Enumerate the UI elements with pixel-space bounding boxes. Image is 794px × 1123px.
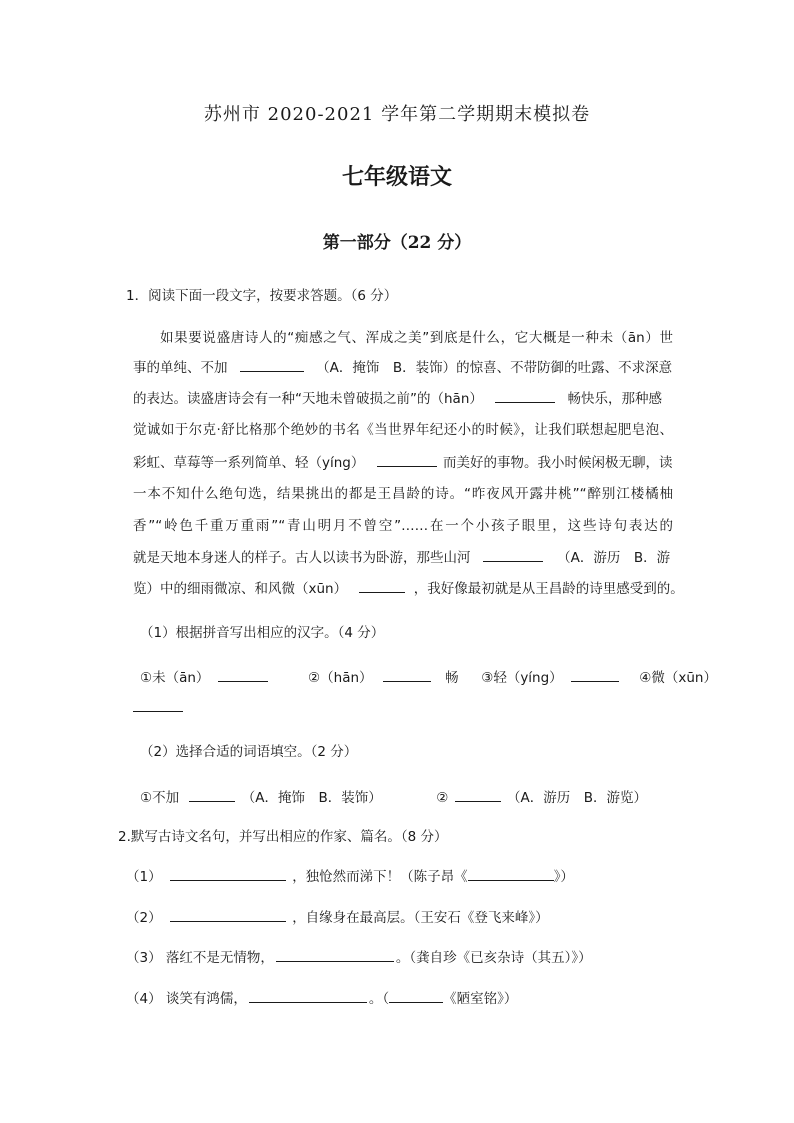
answer-blank-ying[interactable] [571, 667, 619, 682]
recitation-item-4: （4） 谈笑有鸿儒， 。（ 《陋室铭》） [126, 987, 517, 1007]
subject-title: 七年级语文 [341, 165, 452, 190]
answer-blank-choice-1[interactable] [189, 787, 235, 802]
question-2-stem: 2.默写古诗文名句，并写出相应的作家、篇名。（8 分） [118, 829, 448, 845]
answer-blank-choice-2[interactable] [455, 787, 501, 802]
subquestion-1-stem: （1）根据拼音写出相应的汉字。（4 分） [140, 625, 385, 641]
answer-blank-an[interactable] [218, 667, 268, 682]
answer-blank[interactable] [483, 547, 543, 562]
passage-line-8: 就是天地本身迷人的样子。古人以读书为卧游，那些山河 （A．游历 B．游 [133, 546, 670, 566]
answer-blank-author[interactable] [389, 988, 443, 1003]
answer-blank-title[interactable] [468, 866, 554, 881]
question-1-stem: 1．阅读下面一段文字，按要求答题。（6 分） [126, 288, 398, 304]
passage-line-2: 事的单纯、不加 （A．掩饰 B．装饰）的惊喜、不带防御的吐露、不求深意 [133, 356, 672, 376]
answer-blank-han[interactable] [383, 667, 431, 682]
answer-blank[interactable] [377, 452, 437, 467]
answer-blank[interactable] [240, 357, 304, 372]
passage-line-1: 如果要说盛唐诗人的“痴感之气、浑成之美”到底是什么，它大概是一种未（ān）世 [160, 330, 673, 346]
recitation-item-1: （1） ，独怆然而涕下！（陈子昂《 》） [126, 865, 574, 885]
passage-line-9: 览）中的细雨微凉、和风微（xūn） ，我好像最初就是从王昌龄的诗里感受到的。 [133, 577, 684, 597]
answer-blank[interactable] [170, 866, 286, 881]
passage-line-5: 彩虹、草莓等一系列简单、轻（yíng） 而美好的事物。我小时候闲极无聊，读 [133, 451, 672, 471]
answer-blank[interactable] [170, 907, 286, 922]
answer-blank-xun[interactable] [133, 697, 183, 712]
recitation-item-2: （2） ，自缘身在最高层。（王安石《登飞来峰》） [126, 906, 549, 926]
part-title: 第一部分（22 分） [322, 233, 472, 253]
recitation-item-3: （3） 落红不是无情物， 。（龚自珍《已亥杂诗（其五）》） [126, 946, 592, 966]
passage-line-4: 觉诚如于尔克·舒比格那个绝妙的书名《当世界年纪还小的时候》，让我们联想起肥皂泡、 [133, 422, 673, 438]
subquestion-1-answers: ①未（ān） ②（hān） 畅 ③轻（yíng） ④微（xūn） [140, 666, 717, 686]
passage-line-7: 香”“岭色千重万重雨”“青山明月不曾空”……在一个小孩子眼里，这些诗句表达的 [133, 518, 673, 534]
answer-blank[interactable] [359, 578, 405, 593]
answer-blank[interactable] [276, 947, 394, 962]
passage-line-3: 的表达。读盛唐诗会有一种“天地未曾破损之前”的（hān） 畅快乐，那种感 [133, 387, 662, 407]
answer-blank[interactable] [249, 988, 367, 1003]
answer-blank[interactable] [495, 388, 555, 403]
subquestion-2-stem: （2）选择合适的词语填空。（2 分） [140, 744, 358, 760]
subquestion-2-answers: ①不加 （A．掩饰 B．装饰） ② （A．游历 B．游览） [140, 786, 647, 806]
exam-title: 苏州市 2020-2021 学年第二学期期末模拟卷 [203, 104, 591, 125]
passage-line-6: 一本不知什么绝句选，结果挑出的都是王昌龄的诗。“昨夜风开露井桃”“醉别江楼橘柚 [133, 486, 673, 502]
